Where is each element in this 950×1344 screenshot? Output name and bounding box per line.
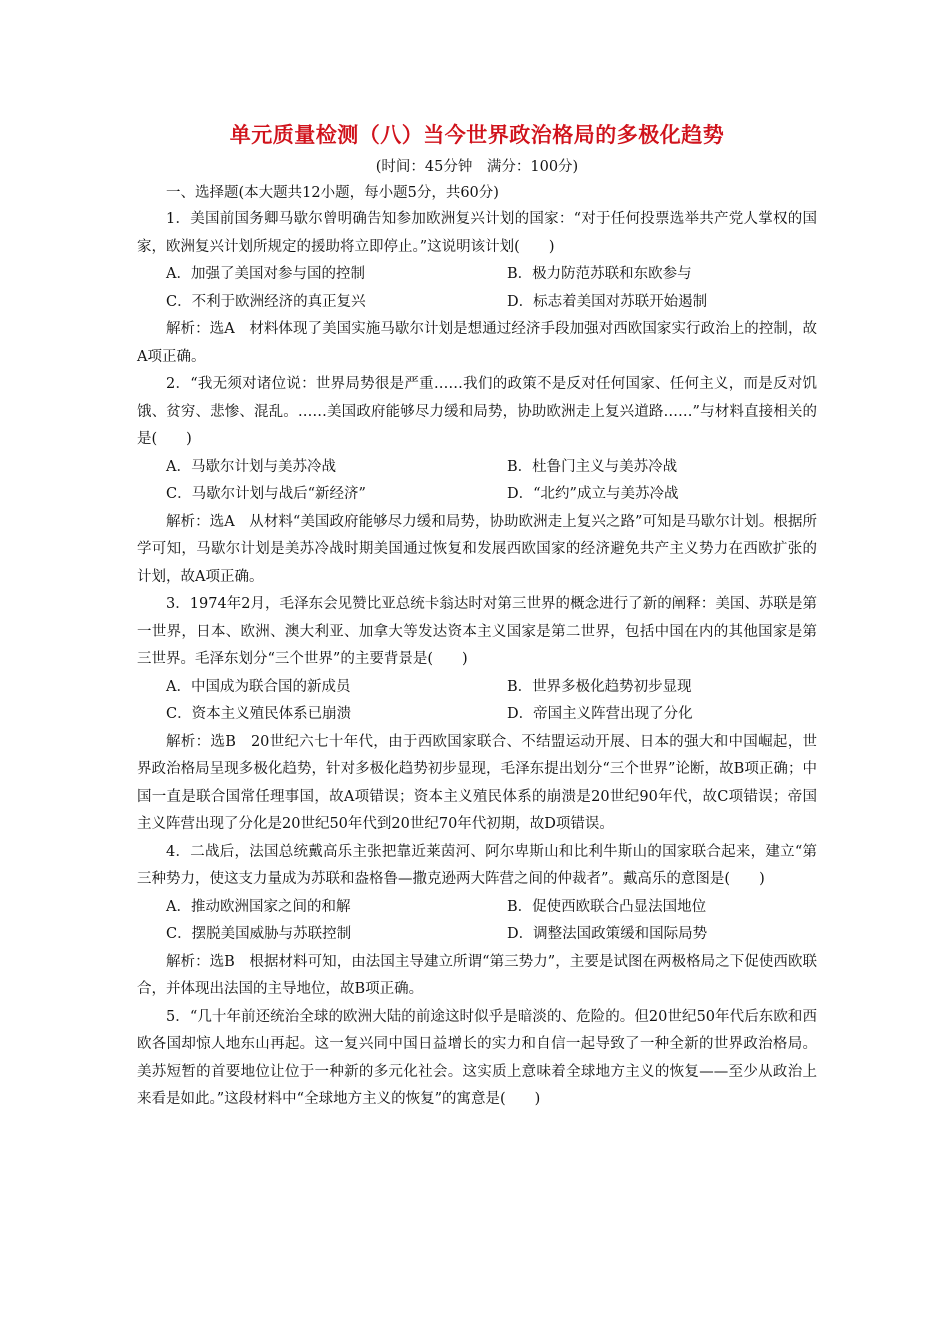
- option-c: C．不利于欧洲经济的真正复兴: [166, 293, 366, 310]
- option-d: D．“北约”成立与美苏冷战: [507, 486, 679, 502]
- option-list: [137, 454, 817, 509]
- question-3: [137, 591, 817, 839]
- exam-info: (时间：45分钟 满分：100分): [375, 159, 579, 175]
- answer-analysis: 解析：选A 从材料“美国政府能够尽力缓和局势，协助欧洲走上复兴之路”可知是马歇尔计划。根据所学可知，马歇尔计划是美苏冷战时期美国通过恢复和发展西欧国家的经济避免共产主义势力在西欧扩张的计划，故A项正确。: [137, 513, 817, 585]
- question-4: [137, 839, 817, 1004]
- option-a: A．推动欧洲国家之间的和解: [166, 898, 351, 915]
- option-a: A．中国成为联合国的新成员: [166, 678, 351, 695]
- question-stem: 2．“我无须对诸位说：世界局势很是严重……我们的政策不是反对任何国家、任何主义，而是反对饥饿、贫穷、悲惨、混乱。……美国政府能够尽力缓和局势，协助欧洲走上复兴道路……”与材料直接相关的是( ): [137, 376, 817, 447]
- question-1: [137, 206, 817, 371]
- option-c: C．马歇尔计划与战后“新经济”: [166, 486, 366, 502]
- option-b: B．极力防范苏联和东欧参与: [507, 266, 692, 282]
- option-list: [137, 261, 817, 316]
- section-heading: 一、选择题(本大题共12小题，每小题5分，共60分): [166, 185, 499, 201]
- page-title: 单元质量检测（八）当今世界政治格局的多极化趋势: [229, 123, 725, 147]
- option-b: B．促使西欧联合凸显法国地位: [507, 898, 707, 915]
- question-2: [137, 371, 817, 591]
- question-5: [137, 1004, 817, 1114]
- option-a: A．加强了美国对参与国的控制: [166, 266, 365, 282]
- option-c: C．资本主义殖民体系已崩溃: [166, 706, 352, 722]
- question-stem: 1．美国前国务卿马歇尔曾明确告知参加欧洲复兴计划的国家：“对于任何投票选举共产党人掌权的国家，欧洲复兴计划所规定的援助将立即停止。”这说明该计划( ): [137, 211, 817, 255]
- option-d: D．调整法国政策缓和国际局势: [507, 926, 708, 942]
- option-d: D．标志着美国对苏联开始遏制: [507, 293, 708, 310]
- answer-analysis: 解析：选B 根据材料可知，由法国主导建立所谓“第三势力”，主要是试图在两极格局之下促使西欧联合，并体现出法国的主导地位，故B项正确。: [137, 953, 817, 997]
- option-a: A．马歇尔计划与美苏冷战: [166, 458, 336, 475]
- option-b: B．世界多极化趋势初步显现: [507, 678, 692, 695]
- question-stem: 5．“几十年前还统治全球的欧洲大陆的前途这时似乎是暗淡的、危险的。但20世纪50年代后东欧和西欧各国却惊人地东山再起。这一复兴同中国日益增长的实力和自信一起导致了一种全新的世界政治格局。美苏短暂的首要地位让位于一种新的多元化社会。这实质上意味着全球地方主义的恢复——至少从政治上来看是如此。”这段材料中“全球地方主义的恢复”的寓意是( ): [137, 1008, 817, 1107]
- answer-analysis: 解析：选B 20世纪六七十年代，由于西欧国家联合、不结盟运动开展、日本的强大和中国崛起，世界政治格局呈现多极化趋势，针对多极化趋势初步显现，毛泽东提出划分“三个世界”论断，故B项正确；中国一直是联合国常任理事国，故A项错误；资本主义殖民体系的崩溃是20世纪90年代，故C项错误；帝国主义阵营出现了分化是20世纪50年代到20世纪70年代初期，故D项错误。: [137, 733, 817, 832]
- document-page: [137, 118, 817, 1114]
- option-b: B．杜鲁门主义与美苏冷战: [507, 458, 678, 475]
- option-c: C．摆脱美国威胁与苏联控制: [166, 926, 352, 942]
- answer-analysis: 解析：选A 材料体现了美国实施马歇尔计划是想通过经济手段加强对西欧国家实行政治上的控制，故A项正确。: [137, 321, 817, 365]
- question-stem: 3．1974年2月，毛泽东会见赞比亚总统卡翁达时对第三世界的概念进行了新的阐释：美国、苏联是第一世界，日本、欧洲、澳大利亚、加拿大等发达资本主义国家是第二世界，包括中国在内的其他国家是第三世界。毛泽东划分“三个世界”的主要背景是( ): [137, 596, 817, 667]
- option-list: [137, 894, 817, 949]
- option-list: [137, 674, 817, 729]
- question-stem: 4．二战后，法国总统戴高乐主张把靠近莱茵河、阿尔卑斯山和比利牛斯山的国家联合起来，建立“第三种势力，使这支力量成为苏联和盎格鲁—撒克逊两大阵营之间的仲裁者”。戴高乐的意图是( ): [137, 843, 817, 887]
- option-d: D．帝国主义阵营出现了分化: [507, 706, 693, 722]
